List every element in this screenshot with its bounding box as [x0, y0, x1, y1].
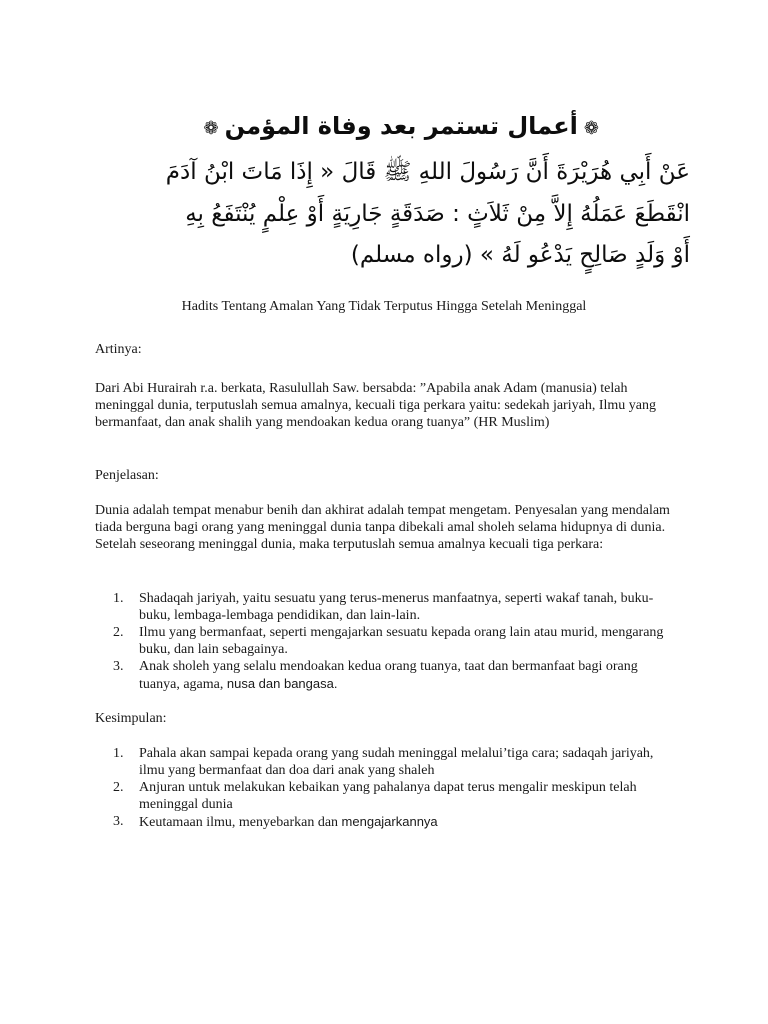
arabic-hadith-line: انْقَطَعَ عَمَلُهُ إِلاَّ مِنْ ثَلاَثٍ : صَدَقَةٍ جَارِيَةٍ أَوْ عِلْمٍ يُنْتَفَعُ بِهِ — [185, 201, 690, 227]
list-item — [113, 624, 673, 658]
list-item-text: Keutamaan ilmu, menyebarkan dan — [139, 815, 342, 830]
list-item — [113, 590, 673, 624]
penjelasan-paragraph: Dunia adalah tempat menabur benih dan akhirat adalah tempat mengetam. Penyesalan yang mendalam tiada berguna bagi orang yang meninggal dunia tanpa dibekali amal sholeh selama hidupnya di dunia. Setelah seseorang meninggal dunia, maka terputuslah semua amalnya kecuali tiga perkara: — [95, 503, 670, 552]
kesimpulan-list — [113, 745, 673, 831]
hadith-caption: Hadits Tentang Amalan Yang Tidak Terputus Hingga Setelah Meninggal — [181, 299, 587, 314]
list-number: 1. — [113, 591, 124, 606]
ornament-icon: ❁ — [203, 118, 219, 139]
arabic-hadith-line: أَوْ وَلَدٍ صَالِحٍ يَدْعُو لَهُ » (رواه مسلم) — [350, 242, 690, 268]
list-item-text: Shadaqah jariyah, yaitu sesuatu yang terus-menerus manfaatnya, seperti wakaf tanah, buku-buku, lembaga-lembaga pendidikan, dan lain-lain. — [139, 591, 654, 623]
list-number: 3. — [113, 814, 124, 829]
arabic-hadith-line: عَنْ أَبِي هُرَيْرَةَ أَنَّ رَسُولَ اللهِ ﷺ قَالَ « إِذَا مَاتَ ابْنُ آدَمَ — [165, 159, 690, 185]
list-item — [113, 658, 673, 693]
list-item-text: Anjuran untuk melakukan kebaikan yang pahalanya dapat terus mengalir meskipun telah meninggal dunia — [139, 780, 637, 812]
list-number: 3. — [113, 659, 124, 674]
list-number: 2. — [113, 780, 124, 795]
perkara-list — [113, 590, 673, 693]
list-item — [113, 813, 673, 831]
list-item-text: Pahala akan sampai kepada orang yang sudah meninggal melalui’tiga cara; sadaqah jariyah, ilmu yang bermanfaat dan doa dari anak yang shaleh — [139, 746, 654, 778]
list-item-text-tail: nusa dan bangasa. — [226, 676, 338, 691]
list-number: 1. — [113, 746, 124, 761]
list-number: 2. — [113, 625, 124, 640]
arabic-title-text: أعمال تستمر بعد وفاة المؤمن — [224, 112, 578, 140]
list-item-text-tail: mengajarkannya — [341, 814, 438, 829]
ornament-icon: ❁ — [583, 118, 599, 139]
list-item — [113, 745, 673, 779]
list-item — [113, 779, 673, 813]
arabic-hadith-image — [95, 100, 690, 278]
artinya-label: Artinya: — [95, 342, 142, 357]
list-item-text: Ilmu yang bermanfaat, seperti mengajarkan sesuatu kepada orang lain atau murid, mengarang buku, dan lain sebagainya. — [139, 625, 664, 657]
penjelasan-label: Penjelasan: — [95, 468, 159, 483]
list-item-text: Anak sholeh yang selalu mendoakan kedua orang tuanya, taat dan bermanfaat bagi orang tuanya, agama, — [139, 659, 638, 692]
arabic-title — [203, 108, 605, 147]
kesimpulan-label: Kesimpulan: — [95, 711, 167, 726]
translation-paragraph: Dari Abi Hurairah r.a. berkata, Rasulullah Saw. bersabda: ”Apabila anak Adam (manusia) telah meninggal dunia, terputuslah semua amalnya, kecuali tiga perkara yaitu: sedekah jariyah, Ilmu yang bermanfaat, dan anak shalih yang mendoakan kedua orang tuanya” (HR Muslim) — [95, 381, 656, 430]
